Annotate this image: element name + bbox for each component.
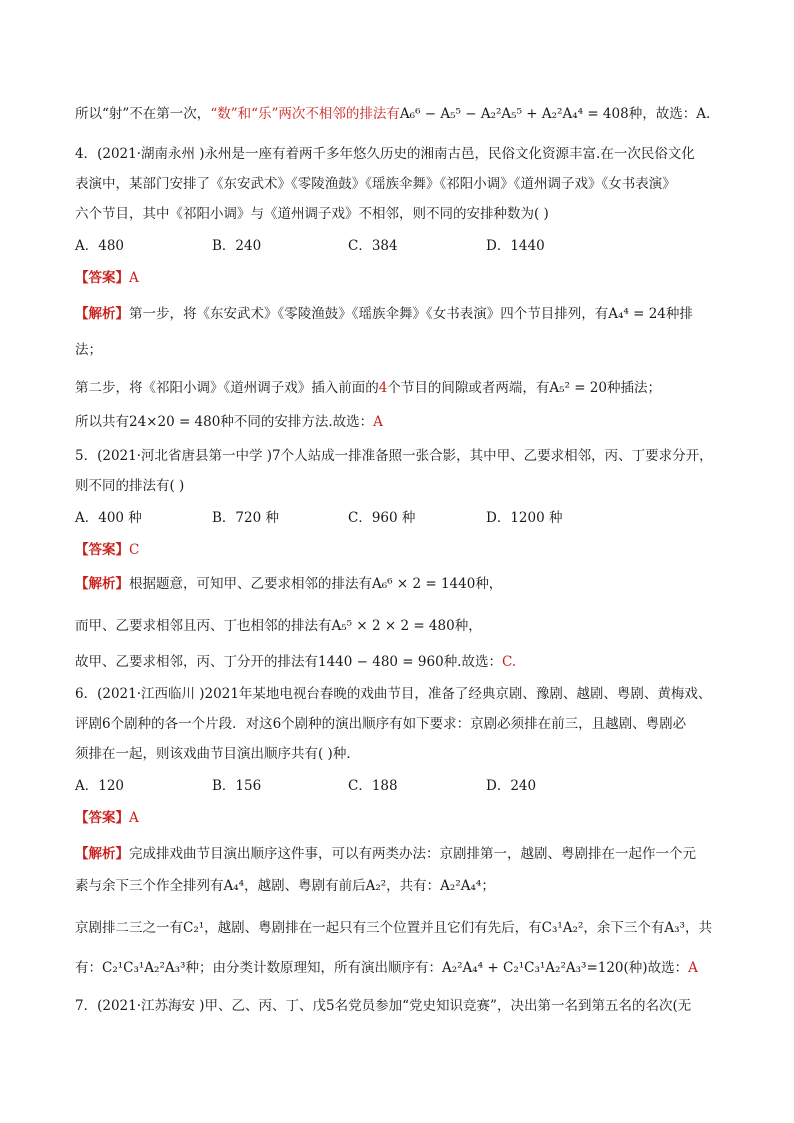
q4-explanation-2: 法； <box>75 342 102 358</box>
explanation-text: 第一步，将《东安武术》《零陵渔鼓》《瑶族伞舞》《女书表演》四个节目排列，有 <box>129 306 609 322</box>
q6-option-c: C．188 <box>348 778 398 794</box>
q6-explanation-2 <box>75 876 495 896</box>
q7-line-1: 7．(2021·江苏海安 )甲、乙、丙、丁、戊5名党员参加“党史知识竞赛”，决出第一名到第五名的名次(无 <box>75 998 692 1014</box>
q4-line-3: 六个节目，其中《祁阳小调》与《道州调子戏》不相邻，则不同的安排种数为( ) <box>75 206 549 222</box>
formula: A₅⁵ × 2 × 2 = 480 <box>331 618 455 634</box>
q5-option-b: B．720 种 <box>212 510 279 526</box>
explanation-text: 种；由分类计数原理知，所有演出顺序有： <box>185 960 442 976</box>
answer-value: C <box>129 542 140 558</box>
q6-option-b: B．156 <box>212 778 262 794</box>
intro-line <box>75 104 710 124</box>
formula: A₅² = 20 <box>549 380 607 396</box>
explanation-text: (种)故选： <box>623 960 689 976</box>
answer-value: C. <box>501 654 517 670</box>
formula: 24×20 = 480 <box>129 414 221 430</box>
q5-answer <box>75 540 139 560</box>
q4-answer <box>75 268 139 288</box>
explanation-text: 根据题意，可知甲、乙要求相邻的排法有 <box>129 576 372 592</box>
q5-option-c: C．960 种 <box>348 510 416 526</box>
explanation-text: 第二步，将《祁阳小调》《道州调子戏》插入前面的 <box>75 380 379 396</box>
formula: A₃³ <box>664 920 685 936</box>
answer-label: 【答案】 <box>75 542 129 558</box>
q5-option-d: D．1200 种 <box>486 510 563 526</box>
answer-value: A <box>373 414 383 430</box>
q6-line-3: 须排在一起，则该戏曲节目演出顺序共有( )种． <box>75 746 360 762</box>
formula: C₂¹C₃¹A₂²A₃³ <box>102 960 186 976</box>
explanation-text: ，余下三个有 <box>583 920 665 936</box>
explanation-text: ，共 <box>684 920 712 936</box>
q4-option-c: C．384 <box>348 238 398 254</box>
explanation-label: 【解析】 <box>75 576 129 592</box>
explanation-text: 素与余下三个作全排列有 <box>75 878 224 894</box>
answer-value: A <box>129 810 139 826</box>
q4-line-1: 4．(2021·湖南永州 )永州是一座有着两千多年悠久历史的湘南古邑，民俗文化资源丰富.在一次民俗文化 <box>75 146 695 162</box>
formula: 1440 − 480 = 960 <box>318 654 444 670</box>
intro-text-end: 种，故选：A. <box>628 106 711 122</box>
intro-text: 所以“射”不在第一次， <box>75 106 211 122</box>
explanation-text: 所以共有 <box>75 414 129 430</box>
q5-line-1: 5．(2021·河北省唐县第一中学 )7个人站成一排准备照一张合影，其中甲、乙要求相邻，丙、丁要求分开， <box>75 448 713 464</box>
explanation-text: ； <box>481 878 495 894</box>
intro-text-red: “数”和“乐”两次不相邻的排法有 <box>210 106 400 122</box>
q5-explanation-3 <box>75 652 516 672</box>
q6-option-a: A．120 <box>75 778 125 794</box>
formula: A₄⁴ = 24 <box>608 306 666 322</box>
q6-answer <box>75 808 139 828</box>
explanation-text: ，越剧、粤剧排在一起只有三个位置并且它们有先后，有 <box>204 920 542 936</box>
explanation-label: 【解析】 <box>75 306 129 322</box>
formula: A₆⁶ × 2 = 1440 <box>372 576 476 592</box>
intro-formula: A₆⁶ − A₅⁵ − A₂²A₅⁵ + A₂²A₄⁴ = 408 <box>399 106 629 122</box>
q6-line-2: 评剧6个剧种的各一个片段．对这6个剧种的演出顺序有如下要求：京剧必须排在前三，且越剧、粤剧必 <box>75 716 687 732</box>
explanation-text: 种不同的安排方法.故选： <box>220 414 374 430</box>
formula: A₂²A₄⁴ <box>440 878 482 894</box>
number: 4 <box>378 380 388 396</box>
explanation-text: 个节目的间隙或者两端，有 <box>387 380 550 396</box>
q5-line-2: 则不同的排法有( ) <box>75 478 185 494</box>
answer-value: A <box>129 270 139 286</box>
explanation-text: 种， <box>475 576 503 592</box>
q4-explanation-3 <box>75 378 661 398</box>
q4-option-d: D．1440 <box>486 238 545 254</box>
formula: A₂² <box>365 878 387 894</box>
answer-label: 【答案】 <box>75 270 129 286</box>
q6-line-1: 6．(2021·江西临川 )2021年某地电视台春晚的戏曲节目，准备了经典京剧、豫剧、越剧、粤剧、黄梅戏、 <box>75 686 712 702</box>
q5-explanation-2 <box>75 616 482 636</box>
formula: A₂²A₄⁴ + C₂¹C₃¹A₂²A₃³=120 <box>441 960 624 976</box>
explanation-text: 故甲、乙要求相邻，丙、丁分开的排法有 <box>75 654 318 670</box>
explanation-text: 而甲、乙要求相邻且丙、丁也相邻的排法有 <box>75 618 332 634</box>
explanation-text: ，共有： <box>386 878 441 894</box>
explanation-text: ，越剧、粤剧有前后 <box>244 878 366 894</box>
q6-explanation-4 <box>75 958 698 978</box>
explanation-text: 种， <box>454 618 482 634</box>
q6-option-d: D．240 <box>486 778 537 794</box>
q5-option-a: A．400 种 <box>75 510 142 526</box>
q4-explanation-4 <box>75 412 383 432</box>
q4-explanation-1 <box>75 304 693 324</box>
q6-explanation-1 <box>75 844 696 864</box>
explanation-text: 种排 <box>665 306 693 322</box>
q4-line-2: 表演中，某部门安排了《东安武术》《零陵渔鼓》《瑶族伞舞》《祁阳小调》《道州调子戏》《女书表演》 <box>75 176 676 192</box>
explanation-text: 完成排戏曲节目演出顺序这件事，可以有两类办法：京剧排第一，越剧、粤剧排在一起作一个元 <box>129 846 696 862</box>
answer-value: A <box>688 960 698 976</box>
explanation-text: 京剧排二三之一有 <box>75 920 183 936</box>
q4-option-b: B．240 <box>212 238 262 254</box>
q6-explanation-3 <box>75 918 712 938</box>
answer-label: 【答案】 <box>75 810 129 826</box>
explanation-text: 种.故选： <box>443 654 502 670</box>
explanation-label: 【解析】 <box>75 846 129 862</box>
formula: C₃¹A₂² <box>541 920 584 936</box>
explanation-text: 有： <box>75 960 102 976</box>
q4-option-a: A．480 <box>75 238 125 254</box>
formula: C₂¹ <box>183 920 205 936</box>
formula: A₄⁴ <box>223 878 245 894</box>
q5-explanation-1 <box>75 574 502 594</box>
explanation-text: 种插法； <box>607 380 661 396</box>
